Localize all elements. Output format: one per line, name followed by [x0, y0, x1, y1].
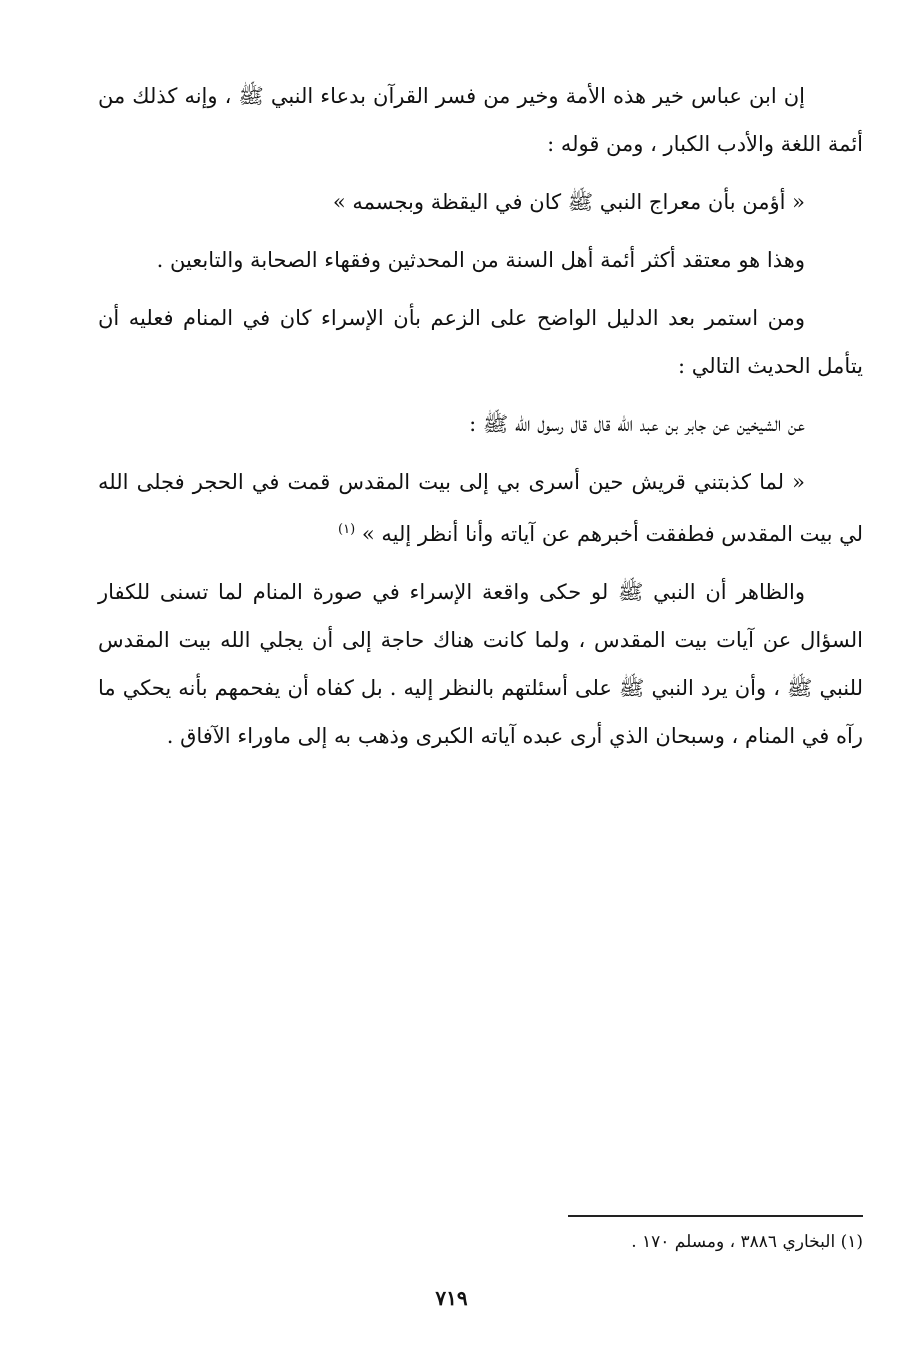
page-number: ٧١٩: [435, 1286, 468, 1310]
quote-1: « أؤمن بأن معراج النبي ﷺ كان في اليقظة وبجسمه »: [332, 190, 805, 214]
paragraph-1: إن ابن عباس خير هذه الأمة وخير من فسر القرآن بدعاء النبي ﷺ ، وإنه كذلك من أئمة اللغة والأدب الكبار ، ومن قوله :: [98, 84, 863, 156]
quote-2-text: « لما كذبتني قريش حين أسرى بي إلى بيت المقدس قمت في الحجر فجلى الله لي بيت المقدس فطفقت أخبرهم عن آياته وأنا أنظر إليه »: [98, 470, 863, 546]
main-text: [98, 72, 863, 770]
footnote-divider: [568, 1215, 863, 1217]
paragraph-5: والظاهر أن النبي ﷺ لو حكى واقعة الإسراء في صورة المنام لما تسنى للكفار السؤال عن آيات بيت المقدس ، ولما كانت هناك حاجة إلى أن يجلي الله بيت المقدس للنبي ﷺ ، وأن يرد النبي ﷺ على أسئلتهم بالنظر إليه . بل كفاه أن يفحمهم بأنه يحكي ما رآه في المنام ، وسبحان الذي أرى عبده آياته الكبرى وذهب به إلى ماوراء الآفاق .: [98, 580, 863, 748]
paragraph-4: عن الشيخين عن جابر بن عبد الله قال قال رسول الله ﷺ :: [469, 412, 805, 436]
quote-2: [98, 458, 863, 558]
footnote-ref: (١): [338, 522, 356, 537]
paragraph-2: وهذا هو معتقد أكثر أئمة أهل السنة من المحدثين وفقهاء الصحابة والتابعين .: [156, 248, 805, 272]
paragraph-3: ومن استمر بعد الدليل الواضح على الزعم بأن الإسراء كان في المنام فعليه أن يتأمل الحديث التالي :: [98, 306, 863, 378]
footnote: (١) البخاري ٣٨٨٦ ، ومسلم ١٧٠ .: [631, 1232, 863, 1252]
